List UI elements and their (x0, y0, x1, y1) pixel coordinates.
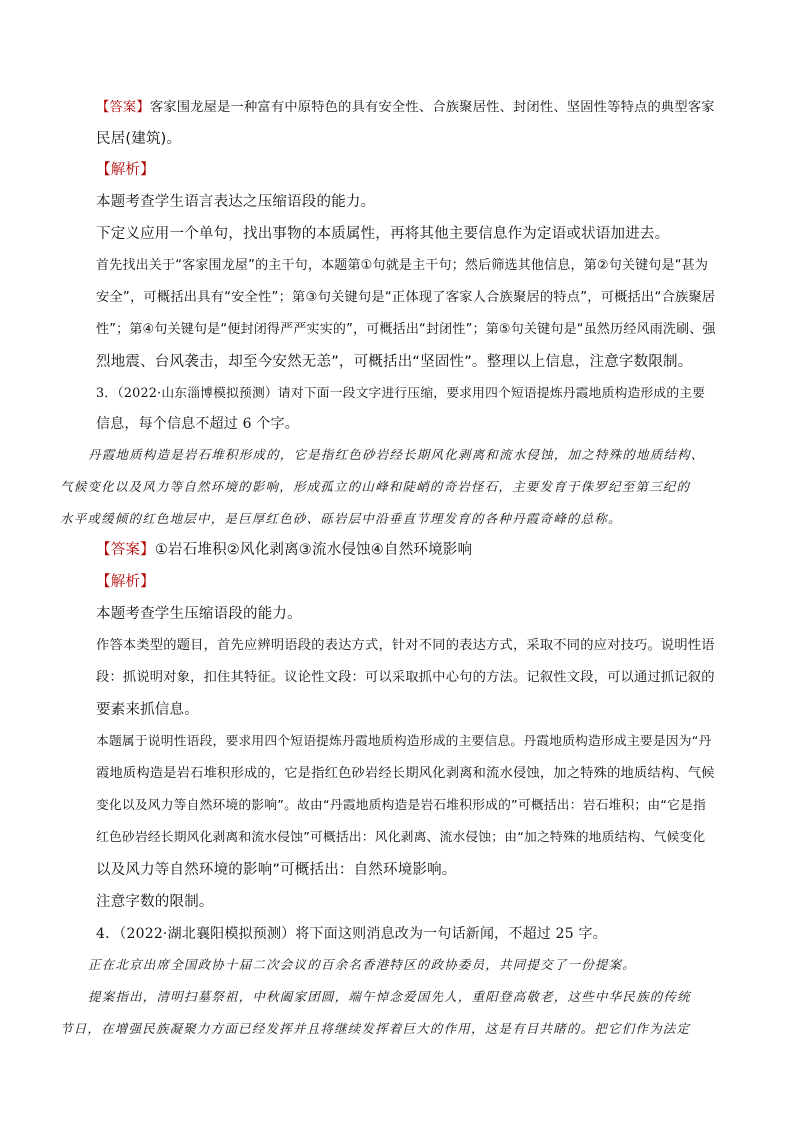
text-line: 首先找出关于“客家围龙屋”的主干句，本题第①句就是主干句；然后筛选其他信息，第②句关键句是“甚为 (96, 258, 709, 273)
text-line: 下定义应用一个单句，找出事物的本质属性，再将其他主要信息作为定语或状语加进去。 (96, 226, 670, 242)
question-line: 3．（2022·山东淄博模拟预测）请对下面一段文字进行压缩，要求用四个短语提炼丹霞地质构造形成的主要 (96, 386, 706, 401)
answer-tag: 【答案】 (96, 542, 155, 558)
text-line: 变化以及风力等自然环境的影响”。故由“丹霞地质构造是岩石堆积形成的”可概括出：岩石堆积；由“它是指 (96, 798, 706, 813)
text-line: 本题考查学生语言表达之压缩语段的能力。 (96, 194, 376, 210)
text-line: 要素来抓信息。 (96, 702, 199, 718)
quote-line: 正在北京出席全国政协十届二次会议的百余名香港特区的政协委员，共同提交了一份提案。 (88, 957, 637, 972)
answer-text: 客家围龙屋是一种富有中原特色的具有安全性、合族聚居性、封闭性、坚固性等特点的典型客家 (149, 100, 715, 115)
text-line: 安全”，可概括出具有“安全性”；第③句关键句是“正体现了客家人合族聚居的特点”，可概括出“合族聚居 (96, 290, 716, 305)
quote-line: 提案指出，清明扫墓祭祖，中秋阖家团圆，端午悼念爱国先人，重阳登高敬老，这些中华民族的传统 (88, 989, 691, 1004)
text-line: 霞地质构造是岩石堆积形成的，它是指红色砂岩经长期风化剥离和流水侵蚀，加之特殊的地质结构、气候 (96, 766, 715, 781)
analysis-tag: 【解析】 (96, 162, 155, 178)
text-line: 性”；第④句关键句是“便封闭得严严实实的”，可概括出“封闭性”；第⑤句关键句是“虽然历经风雨洗刷、强 (96, 322, 716, 337)
quote-line: 气候变化以及风力等自然环境的影响，形成孤立的山峰和陡峭的奇岩怪石，主要发育于侏罗纪至第三纪的 (60, 479, 691, 494)
answer-text: ①岩石堆积②风化剥离③流水侵蚀④自然环境影响 (154, 542, 473, 558)
answer-line (96, 540, 472, 560)
analysis-heading (96, 572, 155, 592)
quote-line: 水平或缓倾的红色地层中，是巨厚红色砂、砾岩层中沿垂直节理发育的各种丹霞奇峰的总称。 (60, 511, 622, 526)
text-line: 作答本类型的题目，首先应辨明语段的表达方式，针对不同的表达方式，采取不同的应对技巧。说明性语 (96, 638, 715, 653)
text-line: 以及风力等自然环境的影响”可概括出：自然环境影响。 (96, 862, 457, 878)
quote-line: 节日，在增强民族凝聚力方面已经发挥并且将继续发挥着巨大的作用，这是有目共睹的。把它们作为法定 (60, 1021, 691, 1036)
question-line: 信息，每个信息不超过 6 个字。 (96, 416, 300, 432)
quote-line: 丹霞地质构造是岩石堆积形成的，它是指红色砂岩经长期风化剥离和流水侵蚀，加之特殊的地质结构、 (88, 447, 705, 462)
answer-tag: 【答案】 (96, 100, 150, 115)
answer-line (96, 98, 715, 118)
text-line: 本题属于说明性语段，要求用四个短语提炼丹霞地质构造形成的主要信息。丹霞地质构造形成主要是因为“丹 (96, 734, 712, 749)
text-line: 烈地震、台风袭击，却至今安然无恙”，可概括出“坚固性”。整理以上信息，注意字数限制。 (96, 354, 693, 370)
analysis-heading (96, 160, 155, 180)
text-line: 本题考查学生压缩语段的能力。 (96, 606, 302, 622)
question-line: 4．（2022·湖北襄阳模拟预测）将下面这则消息改为一句话新闻，不超过 25 字。 (96, 926, 607, 942)
text-line: 红色砂岩经长期风化剥离和流水侵蚀”可概括出：风化剥离、流水侵蚀；由“加之特殊的地质结构、气候变化 (96, 830, 706, 845)
text-line: 民居(建筑)。 (96, 131, 182, 147)
text-line: 注意字数的限制。 (96, 894, 214, 910)
analysis-tag: 【解析】 (96, 574, 155, 590)
text-line: 段：抓说明对象，扣住其特征。议论性文段：可以采取抓中心句的方法。记叙性文段，可以通过抓记叙的 (96, 670, 715, 685)
